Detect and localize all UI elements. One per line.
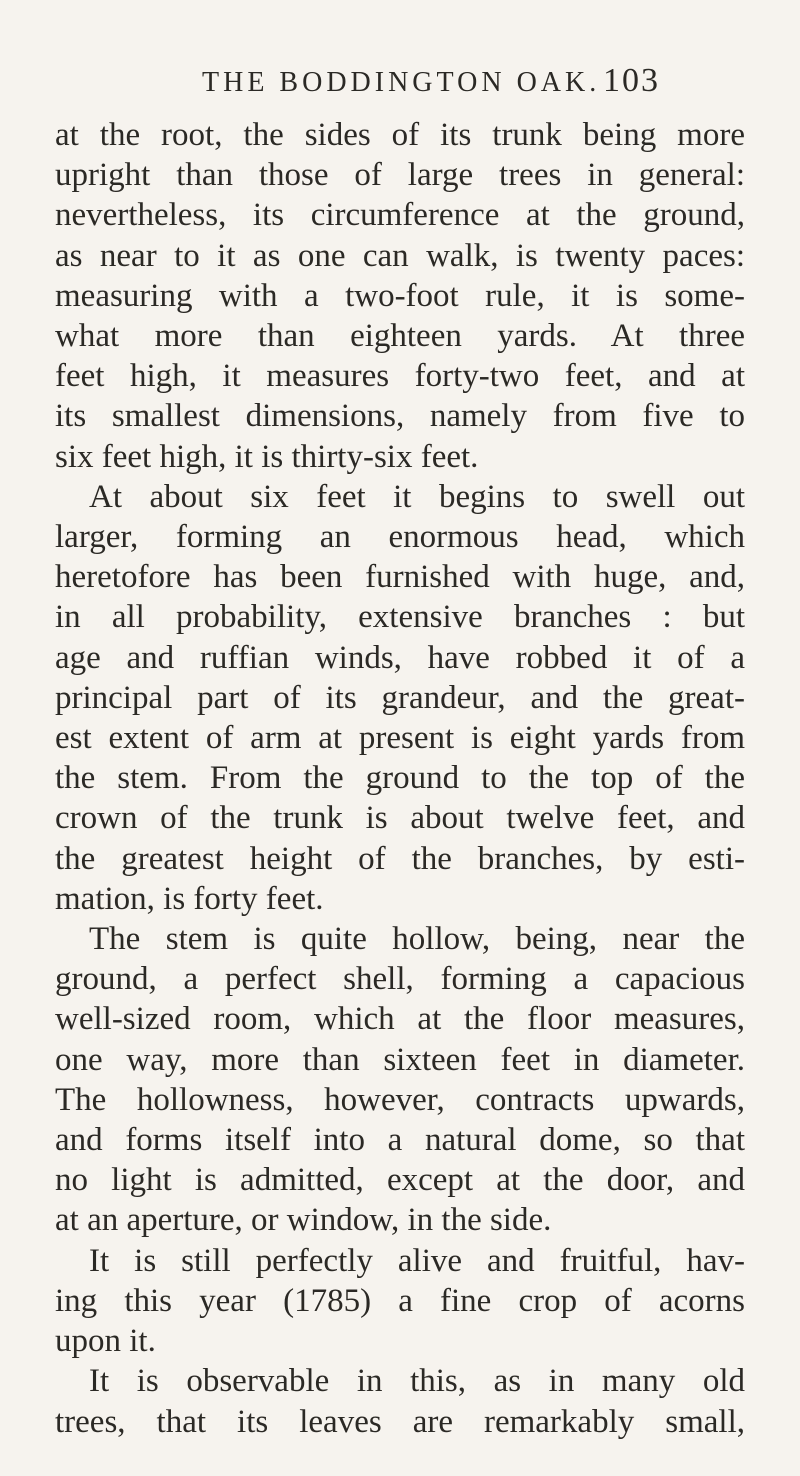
text-line: and forms itself into a natural dome, so that xyxy=(55,1122,745,1159)
text-line: its smallest dimensions, namely from five to xyxy=(55,398,745,435)
text-line: ing this year (1785) a fine crop of acorns xyxy=(55,1282,745,1319)
text-line: The stem is quite hollow, being, near the xyxy=(89,921,745,958)
running-title: THE BODDINGTON OAK. xyxy=(202,67,601,98)
text-line: ground, a perfect shell, forming a capacious xyxy=(55,961,745,998)
text-line: heretofore has been furnished with huge, and, xyxy=(55,559,745,596)
text-line: measuring with a two-foot rule, it is some- xyxy=(55,277,745,314)
text-line: six feet high, it is thirty-six feet. xyxy=(55,438,479,475)
text-line: upright than those of large trees in general: xyxy=(55,157,745,194)
text-line: mation, is forty feet. xyxy=(55,880,324,917)
text-line: trees, that its leaves are remarkably small, xyxy=(55,1403,745,1440)
text-line: at an aperture, or window, in the side. xyxy=(55,1202,552,1239)
text-line: At about six feet it begins to swell out xyxy=(89,478,745,515)
page-header xyxy=(202,62,660,100)
text-line: nevertheless, its circumference at the ground, xyxy=(55,197,745,234)
text-line: crown of the trunk is about twelve feet, and xyxy=(55,800,745,837)
text-line: in all probability, extensive branches : but xyxy=(55,599,745,636)
text-line: as near to it as one can walk, is twenty paces: xyxy=(55,237,745,274)
text-line: feet high, it measures forty-two feet, and at xyxy=(55,358,745,395)
text-line: one way, more than sixteen feet in diameter. xyxy=(55,1041,745,1078)
text-line: the stem. From the ground to the top of the xyxy=(55,760,745,797)
page-number: 103 xyxy=(603,62,660,99)
text-line: principal part of its grandeur, and the great- xyxy=(55,679,745,716)
text-line: est extent of arm at present is eight yards from xyxy=(55,720,745,757)
text-line: what more than eighteen yards. At three xyxy=(55,318,745,355)
text-line: no light is admitted, except at the door, and xyxy=(55,1162,745,1199)
text-line: at the root, the sides of its trunk being more xyxy=(55,117,745,153)
text-line: The hollowness, however, contracts upwards, xyxy=(55,1081,745,1118)
text-line: the greatest height of the branches, by esti- xyxy=(55,840,745,877)
text-line: larger, forming an enormous head, which xyxy=(55,519,745,556)
text-line: upon it. xyxy=(55,1323,156,1360)
body-text xyxy=(55,115,745,1442)
text-line: It is still perfectly alive and fruitful, hav- xyxy=(89,1242,745,1279)
text-line: It is observable in this, as in many old xyxy=(89,1363,745,1400)
text-line: age and ruffian winds, have robbed it of a xyxy=(55,639,745,676)
text-line: well-sized room, which at the floor measures, xyxy=(55,1001,745,1038)
